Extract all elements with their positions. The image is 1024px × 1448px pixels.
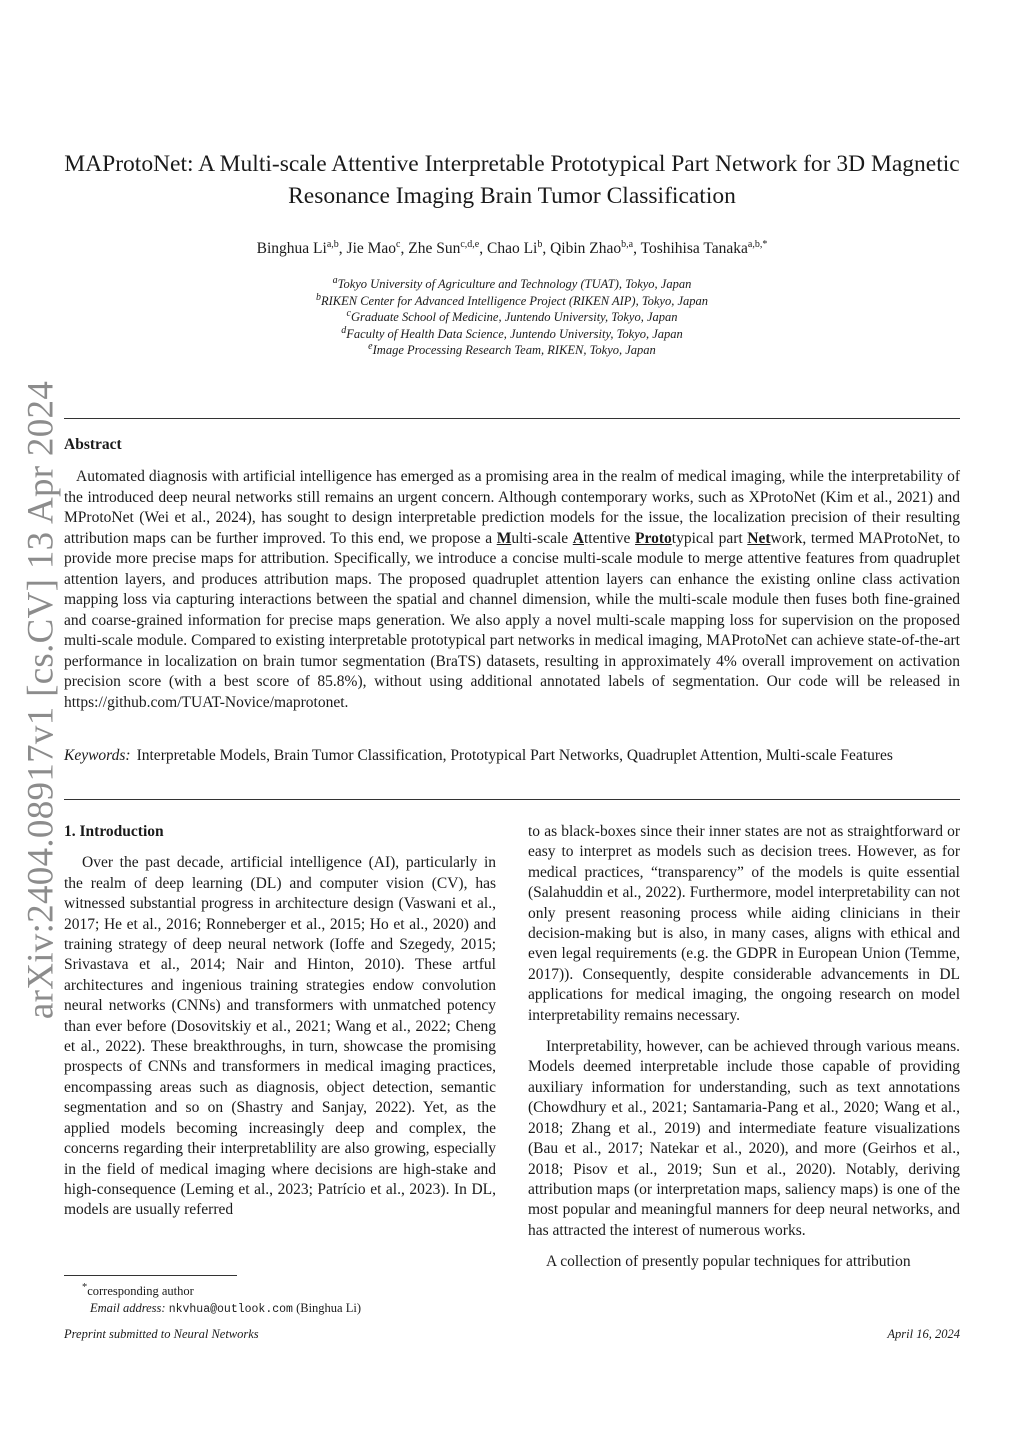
- author-list: Binghua Li$^{a,b}$, Jie Mao$^c$, Zhe Sun$^{c,d,e}$, Chao Li$^b$, Qibin Zhao$^{b,a}$, Toshihisa Tanaka$^{a,b,*}$: [256, 238, 768, 257]
- author-name: Toshihisa Tanaka: [640, 240, 748, 257]
- abstract-top-rule: [64, 418, 960, 419]
- author-name: Chao Li: [486, 240, 538, 257]
- paragraph: A collection of presently popular techniques for attribution: [546, 1253, 911, 1271]
- footer-date: April 16, 2024: [887, 1327, 960, 1341]
- author-affiliation-mark: c,d,e: [460, 238, 480, 250]
- abstract-heading: Abstract: [64, 436, 122, 453]
- author-affiliation-mark: a,b,*: [747, 238, 768, 250]
- author-affiliation-mark: c: [396, 238, 401, 250]
- author-affiliation-mark: a,b: [326, 238, 339, 250]
- email-address[interactable]: nkvhua@outlook.com: [168, 1302, 293, 1316]
- author-name: Qibin Zhao: [550, 240, 622, 257]
- paragraph: to as black-boxes since their inner states are not as straightforward or easy to interpret as models such as decision trees. However, as for medical practices, “transparency” of the models is quite essential (Salahuddin et al., 2022). Furthermore, model interpretability can not only present reasoning process while aiding clinicians in their decision-making but is also, in many cases, aligns with ethical and even legal requirements (e.g. the GDPR in European Union (Temme, 2017)). Consequently, despite considerable advancements in DL applications for medical imaging, the ongoing research on model interpretability remains necessary.: [528, 823, 960, 1024]
- author-name: Zhe Sun: [408, 240, 461, 257]
- arxiv-identifier-stamp: arXiv:2404.08917v1 [cs.CV] 13 Apr 2024: [20, 380, 62, 1020]
- footnote: *corresponding author Email address: nkvhua@outlook.com (Binghua Li): [82, 1282, 361, 1316]
- abstract-body: Automated diagnosis with artificial intelligence has emerged as a promising area in the realm of medical imaging, while the interpretability of the introduced deep neural networks still remains an urgent concern. Although contemporary works, such as XProtoNet (Kim et al., 2021) and MProtoNet (Wei et al., 2024), has sought to design interpretable prediction models for the issue, the localization precision of their resulting attribution maps can be further improved. To this end, we propose a Multi-scale Attentive Prototypical part Network, termed MAProtoNet, to provide more precise maps for attribution. Specifically, we introduce a concise multi-scale module to merge attentive features from quadruplet attention layers, and produces attribution maps. The proposed quadruplet attention layers can enhance the existing online class activation mapping loss via capturing interactions between the spatial and channel dimension, while the multi-scale module then fuses both fine-grained and coarse-grained information for precise maps generation. We also apply a novel multi-scale mapping loss for supervision on the proposed multi-scale module. Compared to existing interpretable prototypical part networks in medical imaging, MAProtoNet can achieve state-of-the-art performance in localization on brain tumor segmentation (BraTS) datasets, resulting in approximately 4% overall improvement on activation precision score (with a best score of 85.8%), without using additional annotated labels of segmentation. Our code will be released in https://github.com/TUAT-Novice/maprotonet.: [64, 468, 960, 711]
- author-name: Binghua Li: [256, 240, 327, 257]
- paper-title: MAProtoNet: A Multi-scale Attentive Interpretable Prototypical Part Network for 3D Magnetic Resonance Imaging Brain Tumor Classification: [64, 151, 960, 209]
- keywords: [64, 746, 960, 767]
- right-column: [528, 822, 960, 1273]
- author-name: Jie Mao: [346, 240, 397, 257]
- keywords-text: Interpretable Models, Brain Tumor Classification, Prototypical Part Networks, Quadruplet Attention, Multi-scale Features: [136, 747, 893, 764]
- footer-venue: Preprint submitted to Neural Networks: [64, 1327, 259, 1341]
- affiliation: $^e$Image Processing Research Team, RIKEN, Tokyo, Japan: [368, 340, 656, 357]
- abstract-bottom-rule: [64, 799, 960, 800]
- affiliation-list: [64, 276, 960, 359]
- keywords-label: Keywords:: [64, 747, 131, 764]
- affiliation: $^b$RIKEN Center for Advanced Intelligence Project (RIKEN AIP), Tokyo, Japan: [315, 291, 709, 308]
- paragraph: Interpretability, however, can be achieved through various means. Models deemed interpretable include those capable of providing auxiliary information for understanding, such as text annotations (Chowdhury et al., 2021; Santamaria-Pang et al., 2020; Wang et al., 2018; Zhang et al., 2019) and intermediate feature visualizations (Bau et al., 2017; Natekar et al., 2020), and more (Geirhos et al., 2018; Pisov et al., 2019; Sun et al., 2020). Notably, deriving attribution maps (or interpretation maps, saliency maps) is one of the most popular and meaningful manners for deep neural networks, and has attracted the interest of numerous works.: [528, 1038, 960, 1239]
- paragraph: Over the past decade, artificial intelligence (AI), particularly in the realm of deep learning (DL) and computer vision (CV), has witnessed substantial progress in architecture design (Vaswani et al., 2017; He et al., 2016; Ronneberger et al., 2015; Ho et al., 2020) and training strategy of deep neural network (Ioffe and Szegedy, 2015; Srivastava et al., 2014; Nair and Hinton, 2010). These artful architectures and ingenious training strategies endow convolution neural networks (CNNs) and transformers with unmatched potency than ever before (Dosovitskiy et al., 2021; Wang et al., 2022; Cheng et al., 2022). These breakthroughs, in turn, showcase the promising prospects of CNNs and transformers in medical imaging practices, encompassing areas such as diagnosis, object detection, semantic segmentation and so on (Shastry and Sanjay, 2022). Yet, as the applied models becoming increasingly deep and complex, the concerns regarding their interpretablility are also growing, especially in the field of medical imaging where decisions are high-stake and high-consequence (Leming et al., 2023; Patrício et al., 2023). In DL, models are usually referred: [64, 854, 496, 1219]
- section-heading-introduction: 1. Introduction: [64, 823, 164, 840]
- affiliation: $^d$Faculty of Health Data Science, Juntendo University, Tokyo, Japan: [341, 324, 683, 341]
- affiliation: $^a$Tokyo University of Agriculture and Technology (TUAT), Tokyo, Japan: [332, 274, 692, 291]
- footnote-rule: [64, 1275, 237, 1276]
- author-affiliation-mark: b: [537, 238, 543, 250]
- author-affiliation-mark: b,a: [621, 238, 634, 250]
- affiliation: $^c$Graduate School of Medicine, Juntendo University, Tokyo, Japan: [346, 307, 678, 324]
- left-column: [64, 822, 496, 1221]
